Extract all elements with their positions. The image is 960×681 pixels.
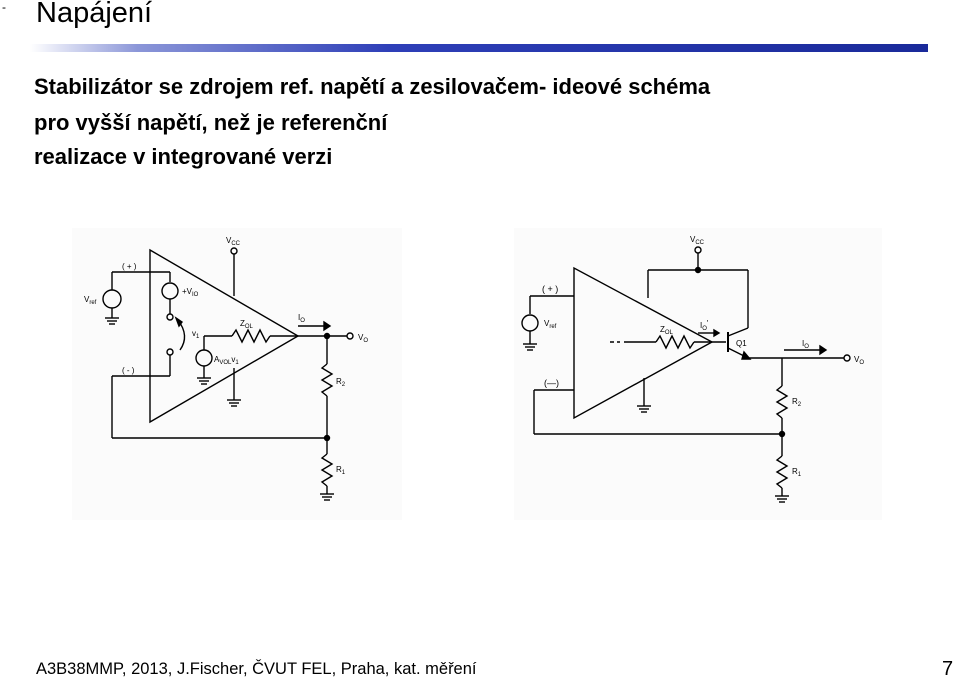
- right-io-label: $I_O$: [802, 339, 809, 350]
- right-r2-resistor: [777, 386, 787, 418]
- left-zol-resistor: [232, 330, 270, 342]
- left-vo-label: $V_O$: [358, 333, 369, 344]
- slide-title: Napájení: [36, 0, 153, 29]
- page-number: 7: [942, 658, 954, 680]
- left-vcc-label: $V_{CC}$: [226, 236, 241, 247]
- footer-citation: A3B38MMP, 2013, J.Fischer, ČVUT FEL, Praha, kat. měření: [36, 660, 477, 678]
- left-minus-input-label: ( - ): [122, 366, 135, 375]
- left-plus-input-label: ( + ): [122, 262, 137, 271]
- left-avol-source: [196, 350, 212, 366]
- left-v1-label: $v_1$: [192, 329, 200, 340]
- right-vo-label: $V_O$: [854, 355, 865, 366]
- right-vref-source: [522, 315, 538, 331]
- left-r2-label: $R_2$: [336, 377, 346, 388]
- left-r2-resistor: [322, 364, 332, 396]
- title-underline-bar: [30, 44, 928, 52]
- left-r1-resistor: [322, 454, 332, 486]
- left-schematic: [72, 228, 402, 520]
- body-line-3: realizace v integrované verzi: [34, 144, 333, 169]
- right-r2-label: $R_2$: [792, 397, 802, 408]
- right-vcc-label: $V_{CC}$: [690, 235, 705, 246]
- right-vref-label: $V_{ref}$: [544, 319, 557, 330]
- right-io-prime-label: $I_O'$: [700, 319, 709, 332]
- body-line-1: Stabilizátor se zdrojem ref. napětí a zesilovačem- ideové schéma: [34, 74, 711, 99]
- left-r1-label: $R_1$: [336, 465, 346, 476]
- right-schematic: [514, 228, 882, 520]
- right-opamp-triangle: [574, 268, 712, 418]
- left-avol-label: $A_{VOL}v_1$: [214, 355, 239, 366]
- right-schematic-panel: [514, 228, 882, 520]
- right-q1-label: Q1: [736, 339, 747, 348]
- left-vref-label: $V_{ref}$: [84, 295, 97, 306]
- right-r1-label: $R_1$: [792, 467, 802, 478]
- body-line-2: pro vyšší napětí, než je referenční: [34, 110, 388, 135]
- left-vio-source: [162, 283, 178, 299]
- right-r1-resistor: [777, 456, 787, 488]
- right-zol-resistor: [656, 336, 694, 348]
- left-vio-label: $+V_{IO}$: [182, 287, 199, 298]
- left-vref-source: [103, 290, 121, 308]
- left-schematic-panel: [72, 228, 402, 520]
- right-minus-input-label: (—): [544, 378, 559, 388]
- right-zol-label: $Z_{OL}$: [660, 325, 673, 336]
- left-io-label: $I_O$: [298, 313, 305, 324]
- corner-dash-mark: -: [2, 0, 6, 14]
- left-zol-label: $Z_{OL}$: [240, 319, 253, 330]
- right-plus-input-label: ( + ): [542, 284, 559, 294]
